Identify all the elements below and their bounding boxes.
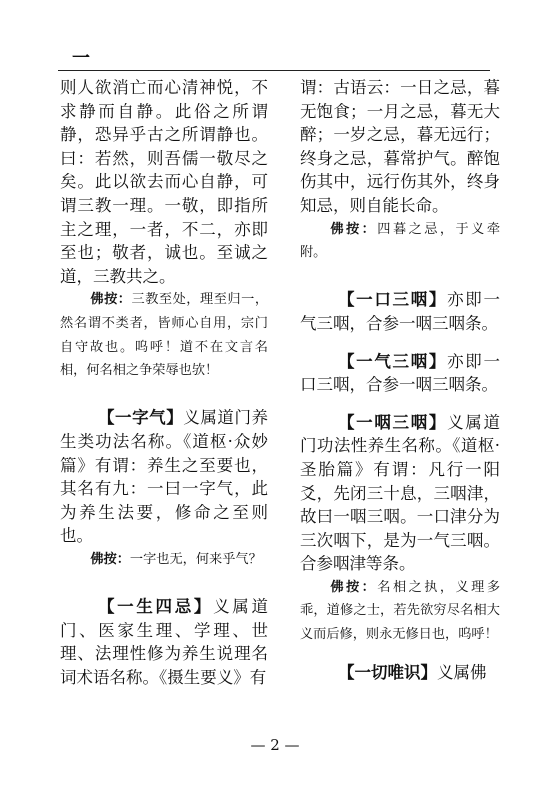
right-paragraph-1: 谓：古语云：一日之忌，暮无饱食；一月之忌，暮无大醉；一岁之忌，暮无远行；终身之忌，暮常护气。醉饱伤其中，远行伤其外，终身知忌，则自能长命。 [300,78,500,215]
note-label: 佛按： [90,292,132,308]
entry-term: 【一切唯识】 [337,662,437,682]
note-text: 一字也无，何来乎气？ [129,551,262,567]
entry-term: 【一口三咽】 [337,290,448,310]
left-note-2 [60,548,268,572]
entry-yi-sheng-si-ji [60,595,268,689]
left-column [60,76,268,689]
entry-yi-yan-san-yan [300,411,500,576]
entry-text: 亦即一口三咽，合参一咽三咽条。 [300,351,500,395]
note-text: 三教至处，理至归一，然名谓不类者，皆师心自用，宗门自守故也。呜呼！道不在文言名相，何名相之争荣辱也欤！ [60,292,269,379]
note-label: 佛按： [330,579,378,595]
left-note-1 [60,288,268,382]
entry-term: 【一气三咽】 [337,351,448,371]
entry-text: 义属道门功法性养生名称。《道枢·圣胎篇》有谓：凡行一阳爻，先闭三十息，三咽津，故曰一咽三咽。一口津分为三次咽下，是为一气三咽。合参咽津等条。 [300,412,500,574]
note-label: 佛按： [330,221,378,237]
entry-term: 【一字气】 [97,408,184,428]
left-paragraph-1: 则人欲消亡而心清神悦，不求静而自静。此俗之所谓静，恐异乎古之所谓静也。曰：若然，则吾儒一敬尽之矣。此以欲去而心自静，可谓三教一理。一敬，即指所主之理，一者，不二，亦即至也；敬者，诚也。至诚之道，三教共之。 [60,78,268,286]
note-text: 名相之执，义理多乖，道修之士，若先欲穷尽名相大义而后修，则永无修日也，呜呼！ [300,579,501,643]
header-mark: 一 [72,48,90,69]
entry-yi-zi-qi [60,406,268,548]
note-text: 四暮之忌，于义牵附。 [300,221,501,261]
entry-text: 义属道门、医家生理、学理、世理、法理性修为养生说理名词术语名称。《摄生要义》有 [60,597,268,687]
page-number: — 2 — [250,736,300,754]
right-note-1 [300,218,500,265]
entry-yi-qie-wei-shi [300,661,500,685]
entry-text: 义属佛 [436,662,487,682]
entry-text: 亦即一气三咽，合参一咽三咽条。 [300,290,500,333]
entry-term: 【一咽三咽】 [337,412,448,432]
entry-yi-kou-san-yan [300,288,500,335]
header-rule [58,70,490,71]
note-label: 佛按： [90,551,130,567]
right-column [300,76,500,684]
entry-term: 【一生四忌】 [97,597,214,617]
entry-yi-qi-san-yan [300,350,500,397]
entry-text: 义属道门养生类功法名称。《道枢·众妙篇》有谓：养生之至要也，其名有九：一曰一字气，此为养生法要，修命之至则也。 [60,408,268,546]
right-note-2 [300,576,500,647]
